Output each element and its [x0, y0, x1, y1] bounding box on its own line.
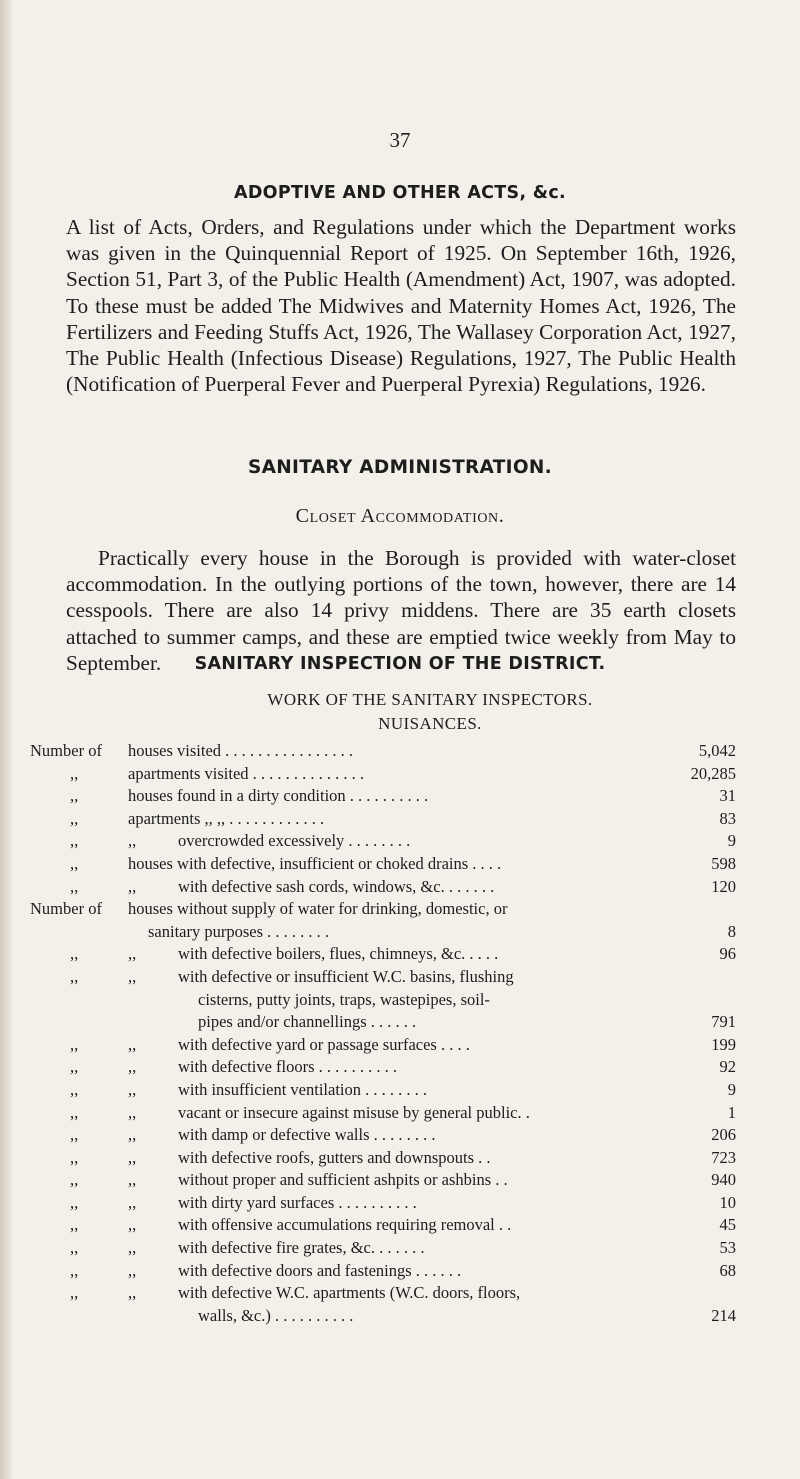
row-value: 92: [719, 1057, 736, 1077]
row-value: 206: [711, 1125, 736, 1145]
row-value: 45: [719, 1215, 736, 1235]
subtitle-closet-accommodation: Closet Accommodation.: [295, 505, 505, 527]
row-value: 20,285: [690, 763, 736, 783]
row-label: houses visited . . . . . . . . . . . . . . . .: [128, 741, 354, 760]
row-value: 53: [719, 1238, 736, 1258]
row-prefix: ,,: [70, 1283, 79, 1303]
table-row: [0, 1260, 800, 1283]
table-row: [0, 1034, 800, 1057]
table-row: [0, 1169, 800, 1192]
row-label: with defective fire grates, &c. . . . . . .: [178, 1238, 425, 1258]
row-ditto: ,,: [128, 1238, 137, 1258]
row-label: with dirty yard surfaces . . . . . . . . . .: [178, 1192, 417, 1212]
row-label: apartments visited . . . . . . . . . . . . . .: [128, 763, 365, 783]
row-value: 214: [711, 1305, 736, 1325]
row-prefix: ,,: [70, 853, 79, 873]
table-row: [0, 898, 800, 921]
row-value: 9: [727, 831, 736, 851]
row-label-continuation: sanitary purposes . . . . . . . .: [148, 921, 330, 941]
table-row: [0, 1147, 800, 1170]
row-ditto: ,,: [128, 1079, 137, 1099]
row-prefix: ,,: [70, 944, 79, 964]
section-title-sanitary-inspection: SANITARY INSPECTION OF THE DISTRICT.: [194, 654, 606, 674]
table-row: [0, 1237, 800, 1260]
adoptive-acts-paragraph: A list of Acts, Orders, and Regulations under which the Department works was given in the Quinquennial Report of 1925. On September 16th, 1926, Section 51, Part 3, of the Public Health (Amendment) Act, 1907, was adopted. To these must be added The Midwives and Maternity Homes Act, 1926, The Fertilizers and Feeding Stuffs Act, 1926, The Wallasey Corporation Act, 1927, The Public Health (Infectious Disease) Regulations, 1927, The Public Health (Notification of Puerperal Fever and Puerperal Pyrexia) Regulations, 1926.: [66, 215, 736, 397]
row-value: 10: [719, 1192, 736, 1212]
table-row: [0, 785, 800, 808]
row-value: 199: [711, 1034, 736, 1054]
table-row: [0, 1079, 800, 1102]
table-row-continuation: [0, 921, 800, 944]
nuisances-table: [0, 740, 800, 1327]
table-row-continuation: [0, 1011, 800, 1034]
row-label-continuation: pipes and/or channellings . . . . . .: [198, 1012, 417, 1032]
row-value: 791: [711, 1012, 736, 1032]
row-label: houses found in a dirty condition . . . . . . . . . .: [128, 786, 429, 806]
row-value: 83: [719, 808, 736, 828]
table-row: [0, 1192, 800, 1215]
table-row: [0, 966, 800, 989]
section-title-adoptive-acts: ADOPTIVE AND OTHER ACTS, &c.: [234, 183, 566, 203]
table-row: [0, 853, 800, 876]
row-value: 9: [727, 1079, 736, 1099]
table-row: [0, 1102, 800, 1125]
row-value: 723: [711, 1147, 736, 1167]
row-prefix: ,,: [70, 1238, 79, 1258]
row-ditto: ,,: [128, 831, 137, 851]
table-row: [0, 808, 800, 831]
row-prefix: ,,: [70, 1215, 79, 1235]
row-ditto: ,,: [128, 1192, 137, 1212]
row-prefix: ,,: [70, 1102, 79, 1122]
row-prefix: ,,: [70, 1147, 79, 1167]
row-prefix: ,,: [70, 876, 79, 896]
row-label: with damp or defective walls . . . . . . . .: [178, 1125, 436, 1145]
row-ditto: ,,: [128, 876, 137, 896]
row-prefix: ,,: [70, 1125, 79, 1145]
row-label: apartments ,, ,, . . . . . . . . . . . .: [128, 808, 325, 828]
row-ditto: ,,: [128, 1147, 137, 1167]
subtitle-work-of-inspectors: WORK OF THE SANITARY INSPECTORS.: [267, 690, 593, 709]
row-label: with defective doors and fastenings . . . . . .: [178, 1260, 462, 1280]
row-label: houses without supply of water for drinking, domestic, or: [128, 899, 508, 919]
row-label: vacant or insecure against misuse by general public. .: [178, 1102, 530, 1122]
table-row: [0, 1056, 800, 1079]
table-row-continuation: [0, 989, 800, 1012]
row-prefix: ,,: [70, 808, 79, 828]
row-prefix: ,,: [70, 1260, 79, 1280]
row-ditto: ,,: [128, 1260, 137, 1280]
row-label: with defective or insufficient W.C. basins, flushing: [178, 966, 514, 986]
row-label: with defective sash cords, windows, &c. . . . . . .: [178, 876, 495, 896]
table-row: [0, 943, 800, 966]
row-prefix: Number of: [30, 899, 102, 919]
row-label: with defective W.C. apartments (W.C. doors, floors,: [178, 1283, 521, 1303]
row-ditto: ,,: [128, 1034, 137, 1054]
row-prefix: Number of: [30, 741, 102, 760]
subtitle-nuisances: NUISANCES.: [378, 714, 482, 733]
row-value: 8: [727, 921, 736, 941]
row-label-continuation: cisterns, putty joints, traps, wastepipes, soil-: [198, 989, 490, 1009]
row-prefix: ,,: [70, 786, 79, 806]
row-ditto: ,,: [128, 1215, 137, 1235]
row-label: with offensive accumulations requiring removal . .: [178, 1215, 512, 1235]
row-label: with defective yard or passage surfaces . . . .: [178, 1034, 470, 1054]
row-label: houses with defective, insufficient or choked drains . . . .: [128, 853, 502, 873]
table-row: [0, 1214, 800, 1237]
row-label: with insufficient ventilation . . . . . . . .: [178, 1079, 427, 1099]
row-value: 120: [711, 876, 736, 896]
row-value: 598: [711, 853, 736, 873]
row-ditto: ,,: [128, 1283, 137, 1303]
row-label: with defective floors . . . . . . . . . .: [178, 1057, 398, 1077]
row-value: 5,042: [698, 741, 736, 760]
row-value: 1: [727, 1102, 736, 1122]
row-ditto: ,,: [128, 1057, 137, 1077]
row-prefix: ,,: [70, 1057, 79, 1077]
row-value: 940: [711, 1170, 736, 1190]
section-title-sanitary-administration: SANITARY ADMINISTRATION.: [248, 457, 552, 478]
row-label-continuation: walls, &c.) . . . . . . . . . .: [198, 1305, 354, 1325]
table-row: [0, 1282, 800, 1305]
row-prefix: ,,: [70, 831, 79, 851]
row-value: 68: [719, 1260, 736, 1280]
table-row: [0, 830, 800, 853]
table-row: [0, 876, 800, 899]
row-prefix: ,,: [70, 966, 79, 986]
row-label: with defective roofs, gutters and downspouts . .: [178, 1147, 491, 1167]
table-row: [0, 740, 800, 763]
row-ditto: ,,: [128, 1102, 137, 1122]
table-row: [0, 1124, 800, 1147]
row-ditto: ,,: [128, 966, 137, 986]
row-value: 96: [719, 944, 736, 964]
closet-accommodation-paragraph: Practically every house in the Borough is provided with water-closet accommodation. In the outlying portions of the town, however, there are 14 cesspools. There are also 14 privy middens. There are 35 earth closets attached to summer camps, and these are emptied twice weekly from May to September.: [66, 546, 736, 675]
row-ditto: ,,: [128, 1170, 137, 1190]
row-prefix: ,,: [70, 763, 79, 783]
row-label: without proper and sufficient ashpits or ashbins . .: [178, 1170, 508, 1190]
row-label: with defective boilers, flues, chimneys, &c. . . . .: [178, 944, 499, 964]
row-value: 31: [719, 786, 736, 806]
table-row-continuation: [0, 1305, 800, 1328]
row-prefix: ,,: [70, 1170, 79, 1190]
row-ditto: ,,: [128, 944, 137, 964]
row-label: overcrowded excessively . . . . . . . .: [178, 831, 411, 851]
page-number: 37: [389, 128, 411, 152]
row-ditto: ,,: [128, 1125, 137, 1145]
table-row: [0, 763, 800, 786]
row-prefix: ,,: [70, 1192, 79, 1212]
row-prefix: ,,: [70, 1079, 79, 1099]
row-prefix: ,,: [70, 1034, 79, 1054]
